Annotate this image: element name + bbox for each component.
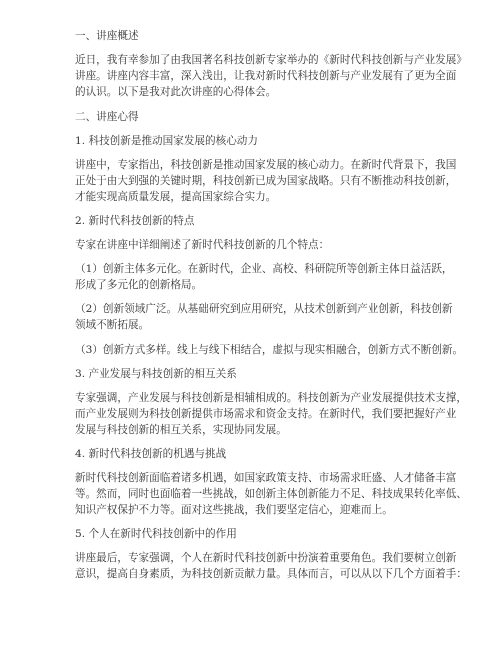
paragraph-line: 意识，提高自身素质，为科技创新贡献力量。具体而言，可以从以下几个方面着手： [75,568,467,580]
subheading-1: 1. 科技创新是推动国家发展的核心动力 [75,135,258,147]
paragraph-line: 才能实现高质量发展，提高国家综合实力。 [75,191,277,203]
subheading-3: 3. 产业发展与科技创新的相互关系 [75,368,237,380]
paragraph-line: （2）创新领域广泛。从基础研究到应用研究，从技术创新到产业创新，科技创新 [75,303,453,315]
paragraph-line: 讲座中，专家指出，科技创新是推动国家发展的核心动力。在新时代背景下，我国 [75,159,457,171]
paragraph-line: （3）创新方式多样。线上与线下相结合，虚拟与现实相融合，创新方式不断创新。 [75,344,464,356]
paragraph-line: 形成了多元化的创新格局。 [75,279,203,291]
paragraph-line: 的认识。以下是我对此次讲座的心得体会。 [75,86,277,98]
paragraph-line: 发展与科技创新的相互关系，实现协同发展。 [75,424,287,436]
paragraph-line: 讲座最后，专家强调，个人在新时代科技创新中扮演着重要角色。我们要树立创新 [75,552,457,564]
paragraph-line: 专家强调，产业发展与科技创新是相辅相成的。科技创新为产业发展提供技术支撑， [75,392,467,404]
paragraph-line: 等。然而，同时也面临着一些挑战，如创新主体创新能力不足、科技成果转化率低、 [75,488,467,500]
paragraph-line: 正处于由大到强的关键时期，科技创新已成为国家战略。只有不断推动科技创新， [75,175,457,187]
subheading-5: 5. 个人在新时代科技创新中的作用 [75,528,237,540]
paragraph-line: 新时代科技创新面临着诸多机遇，如国家政策支持、市场需求旺盛、人才储备丰富 [75,472,457,484]
paragraph-line: （1）创新主体多元化。在新时代，企业、高校、科研院所等创新主体日益活跃， [75,263,453,275]
section-heading-overview: 一、讲座概述 [75,30,139,42]
paragraph-line: 近日，我有幸参加了由我国著名科技创新专家举办的《新时代科技创新与产业发展》 [75,54,467,66]
subheading-2: 2. 新时代科技创新的特点 [75,215,195,227]
paragraph-line: 专家在讲座中详细阐述了新时代科技创新的几个特点： [75,239,330,251]
subheading-4: 4. 新时代科技创新的机遇与挑战 [75,448,227,460]
paragraph-line: 而产业发展则为科技创新提供市场需求和资金支持。在新时代，我们要把握好产业 [75,408,457,420]
section-heading-insights: 二、讲座心得 [75,111,139,123]
paragraph-line: 讲座。讲座内容丰富，深入浅出，让我对新时代科技创新与产业发展有了更为全面 [75,70,457,82]
paragraph-line: 领域不断拓展。 [75,319,150,331]
paragraph-line: 知识产权保护不力等。面对这些挑战，我们要坚定信心，迎难而上。 [75,504,393,516]
